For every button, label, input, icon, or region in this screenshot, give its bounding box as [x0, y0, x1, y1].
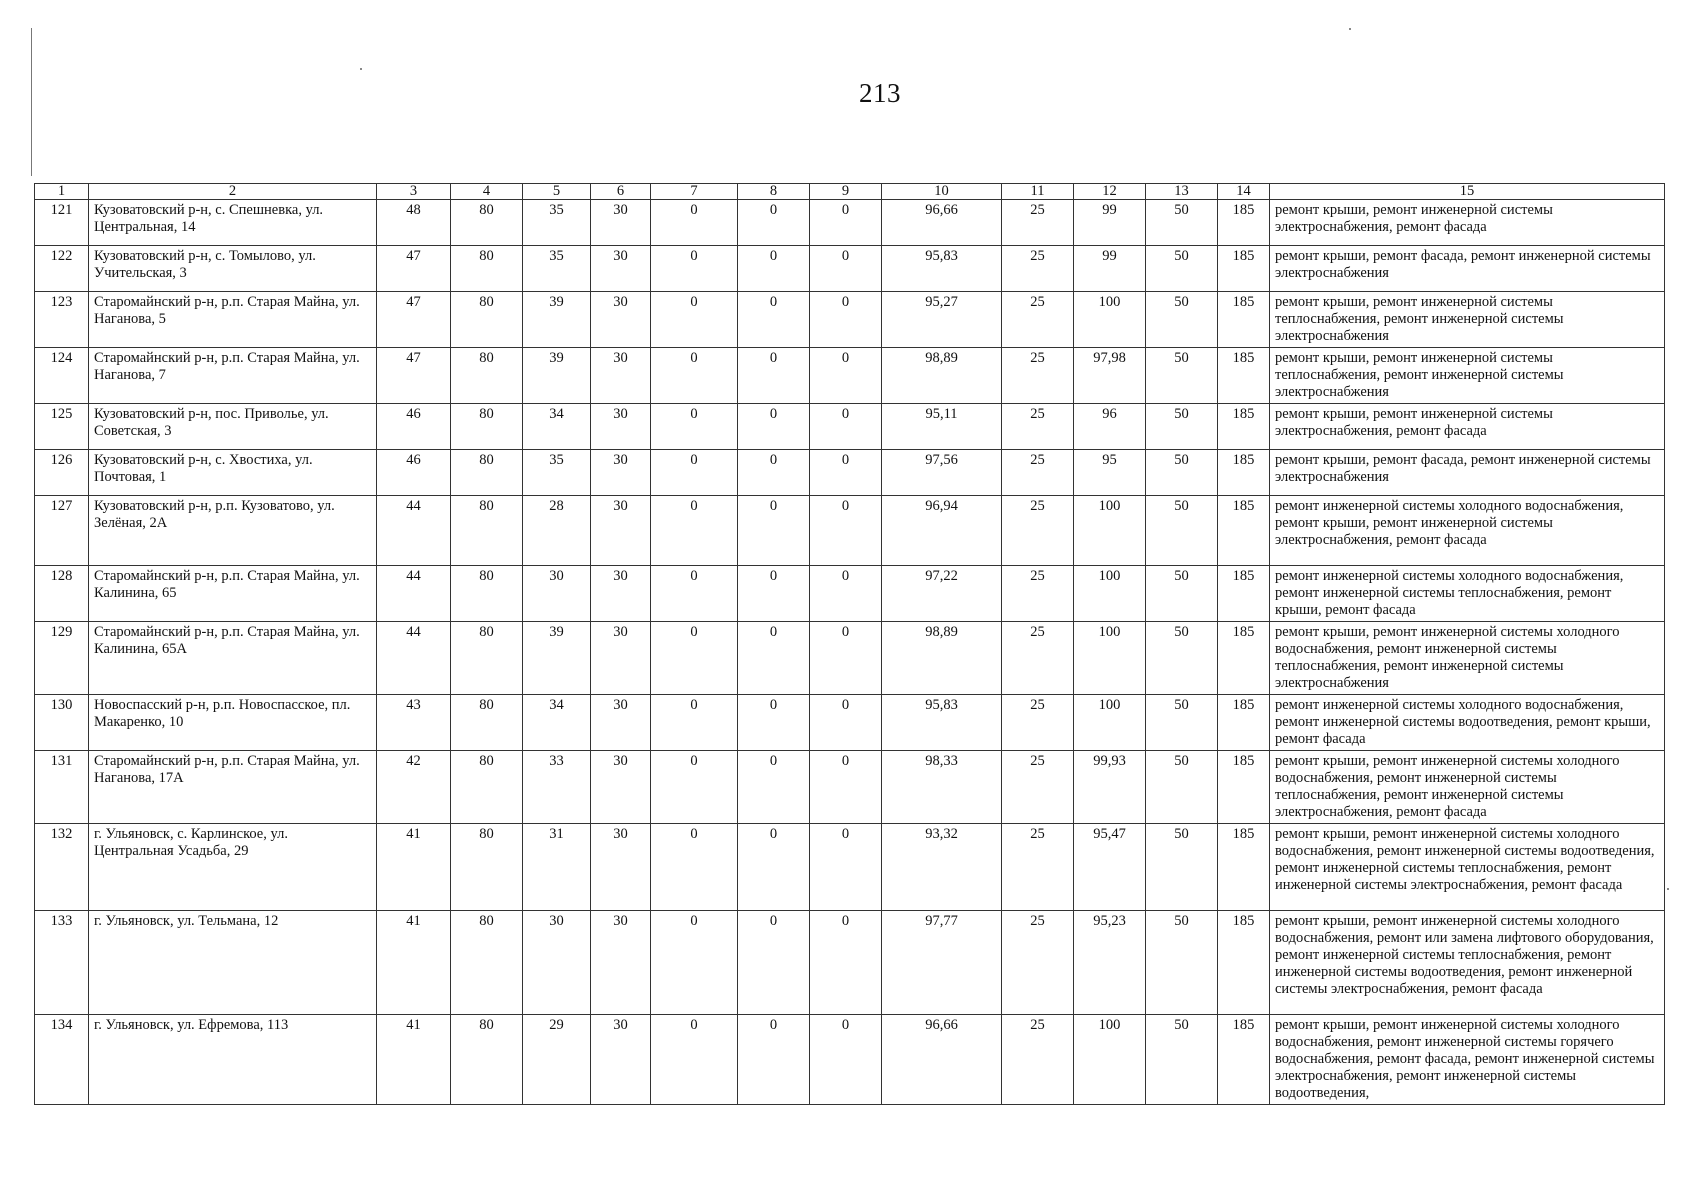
value-cell-col-6: 30	[591, 824, 651, 911]
value-cell-col-4: 80	[451, 200, 523, 246]
row-number-cell: 131	[35, 751, 89, 824]
value-cell-col-10: 97,77	[882, 911, 1002, 1015]
value-cell-col-12: 95,47	[1074, 824, 1146, 911]
row-number-cell: 132	[35, 824, 89, 911]
value-cell-col-3: 44	[377, 622, 451, 695]
value-cell-col-14: 185	[1218, 450, 1270, 496]
value-cell-col-9: 0	[810, 496, 882, 566]
repair-works-cell: ремонт инженерной системы холодного водоснабжения, ремонт инженерной системы теплоснабжения, ремонт крыши, ремонт фасада	[1270, 566, 1665, 622]
value-cell-col-14: 185	[1218, 246, 1270, 292]
value-cell-col-8: 0	[738, 622, 810, 695]
column-header-15: 15	[1270, 184, 1665, 200]
value-cell-col-12: 99,93	[1074, 751, 1146, 824]
value-cell-col-8: 0	[738, 751, 810, 824]
address-cell: Старомайнский р-н, р.п. Старая Майна, ул. Калинина, 65А	[89, 622, 377, 695]
value-cell-col-6: 30	[591, 622, 651, 695]
value-cell-col-14: 185	[1218, 622, 1270, 695]
address-cell: г. Ульяновск, с. Карлинское, ул. Центральная Усадьба, 29	[89, 824, 377, 911]
row-number-cell: 133	[35, 911, 89, 1015]
value-cell-col-14: 185	[1218, 292, 1270, 348]
address-cell: Старомайнский р-н, р.п. Старая Майна, ул. Наганова, 7	[89, 348, 377, 404]
value-cell-col-9: 0	[810, 200, 882, 246]
value-cell-col-13: 50	[1146, 751, 1218, 824]
repair-works-cell: ремонт крыши, ремонт инженерной системы холодного водоснабжения, ремонт инженерной системы горячего водоснабжения, ремонт фасада, ремонт инженерной системы электроснабжения, ремонт инженерной системы водоотведения,	[1270, 1015, 1665, 1105]
table-row	[35, 566, 1665, 622]
value-cell-col-12: 100	[1074, 292, 1146, 348]
table-row	[35, 348, 1665, 404]
value-cell-col-13: 50	[1146, 695, 1218, 751]
value-cell-col-5: 30	[523, 911, 591, 1015]
value-cell-col-3: 43	[377, 695, 451, 751]
value-cell-col-10: 97,56	[882, 450, 1002, 496]
value-cell-col-12: 100	[1074, 622, 1146, 695]
value-cell-col-14: 185	[1218, 348, 1270, 404]
value-cell-col-8: 0	[738, 246, 810, 292]
value-cell-col-14: 185	[1218, 824, 1270, 911]
value-cell-col-12: 100	[1074, 496, 1146, 566]
row-number-cell: 123	[35, 292, 89, 348]
value-cell-col-9: 0	[810, 751, 882, 824]
value-cell-col-10: 96,66	[882, 200, 1002, 246]
value-cell-col-6: 30	[591, 292, 651, 348]
value-cell-col-3: 41	[377, 824, 451, 911]
value-cell-col-11: 25	[1002, 751, 1074, 824]
value-cell-col-4: 80	[451, 695, 523, 751]
value-cell-col-7: 0	[651, 1015, 738, 1105]
row-number-cell: 124	[35, 348, 89, 404]
value-cell-col-8: 0	[738, 450, 810, 496]
value-cell-col-13: 50	[1146, 566, 1218, 622]
value-cell-col-14: 185	[1218, 911, 1270, 1015]
value-cell-col-3: 47	[377, 348, 451, 404]
value-cell-col-7: 0	[651, 751, 738, 824]
value-cell-col-9: 0	[810, 450, 882, 496]
column-header-10: 10	[882, 184, 1002, 200]
row-number-cell: 128	[35, 566, 89, 622]
row-number-cell: 125	[35, 404, 89, 450]
table-row	[35, 751, 1665, 824]
value-cell-col-9: 0	[810, 911, 882, 1015]
value-cell-col-4: 80	[451, 450, 523, 496]
value-cell-col-13: 50	[1146, 404, 1218, 450]
repair-works-cell: ремонт крыши, ремонт инженерной системы холодного водоснабжения, ремонт инженерной системы водоотведения, ремонт инженерной системы теплоснабжения, ремонт инженерной системы электроснабжения, ремонт фасада	[1270, 824, 1665, 911]
value-cell-col-5: 34	[523, 695, 591, 751]
scan-speck	[1667, 888, 1669, 890]
value-cell-col-7: 0	[651, 292, 738, 348]
value-cell-col-10: 95,83	[882, 246, 1002, 292]
value-cell-col-14: 185	[1218, 566, 1270, 622]
row-number-cell: 130	[35, 695, 89, 751]
row-number-cell: 129	[35, 622, 89, 695]
value-cell-col-11: 25	[1002, 566, 1074, 622]
repair-works-cell: ремонт крыши, ремонт инженерной системы электроснабжения, ремонт фасада	[1270, 404, 1665, 450]
value-cell-col-7: 0	[651, 566, 738, 622]
value-cell-col-3: 41	[377, 1015, 451, 1105]
value-cell-col-14: 185	[1218, 1015, 1270, 1105]
value-cell-col-6: 30	[591, 496, 651, 566]
row-number-cell: 122	[35, 246, 89, 292]
value-cell-col-3: 46	[377, 404, 451, 450]
value-cell-col-5: 35	[523, 450, 591, 496]
value-cell-col-9: 0	[810, 824, 882, 911]
value-cell-col-6: 30	[591, 695, 651, 751]
address-cell: Новоспасский р-н, р.п. Новоспасское, пл. Макаренко, 10	[89, 695, 377, 751]
value-cell-col-12: 95,23	[1074, 911, 1146, 1015]
value-cell-col-11: 25	[1002, 246, 1074, 292]
column-header-7: 7	[651, 184, 738, 200]
table-row	[35, 450, 1665, 496]
table-row	[35, 200, 1665, 246]
repair-works-cell: ремонт крыши, ремонт инженерной системы теплоснабжения, ремонт инженерной системы электроснабжения	[1270, 348, 1665, 404]
value-cell-col-13: 50	[1146, 450, 1218, 496]
table-row	[35, 404, 1665, 450]
value-cell-col-10: 98,89	[882, 348, 1002, 404]
repair-works-cell: ремонт инженерной системы холодного водоснабжения, ремонт крыши, ремонт инженерной системы электроснабжения, ремонт фасада	[1270, 496, 1665, 566]
value-cell-col-11: 25	[1002, 622, 1074, 695]
value-cell-col-12: 99	[1074, 200, 1146, 246]
value-cell-col-8: 0	[738, 566, 810, 622]
column-header-6: 6	[591, 184, 651, 200]
address-cell: Кузоватовский р-н, пос. Приволье, ул. Советская, 3	[89, 404, 377, 450]
value-cell-col-13: 50	[1146, 348, 1218, 404]
value-cell-col-12: 96	[1074, 404, 1146, 450]
value-cell-col-9: 0	[810, 566, 882, 622]
value-cell-col-5: 34	[523, 404, 591, 450]
table-row	[35, 911, 1665, 1015]
repair-works-cell: ремонт крыши, ремонт инженерной системы холодного водоснабжения, ремонт инженерной системы теплоснабжения, ремонт инженерной системы электроснабжения	[1270, 622, 1665, 695]
value-cell-col-4: 80	[451, 566, 523, 622]
scan-speck	[360, 68, 362, 70]
value-cell-col-10: 98,33	[882, 751, 1002, 824]
repair-works-cell: ремонт крыши, ремонт инженерной системы теплоснабжения, ремонт инженерной системы электроснабжения	[1270, 292, 1665, 348]
value-cell-col-13: 50	[1146, 1015, 1218, 1105]
value-cell-col-11: 25	[1002, 348, 1074, 404]
table-row	[35, 695, 1665, 751]
value-cell-col-8: 0	[738, 1015, 810, 1105]
value-cell-col-7: 0	[651, 622, 738, 695]
value-cell-col-7: 0	[651, 246, 738, 292]
column-header-13: 13	[1146, 184, 1218, 200]
repair-works-cell: ремонт крыши, ремонт инженерной системы холодного водоснабжения, ремонт или замена лифтового оборудования, ремонт инженерной системы теплоснабжения, ремонт инженерной системы водоотведения, ремонт инженерной системы электроснабжения, ремонт фасада	[1270, 911, 1665, 1015]
value-cell-col-10: 96,94	[882, 496, 1002, 566]
value-cell-col-10: 98,89	[882, 622, 1002, 695]
row-number-cell: 127	[35, 496, 89, 566]
value-cell-col-3: 44	[377, 496, 451, 566]
value-cell-col-10: 95,27	[882, 292, 1002, 348]
value-cell-col-8: 0	[738, 496, 810, 566]
column-header-8: 8	[738, 184, 810, 200]
value-cell-col-11: 25	[1002, 404, 1074, 450]
value-cell-col-14: 185	[1218, 695, 1270, 751]
table-body	[35, 200, 1665, 1105]
value-cell-col-3: 48	[377, 200, 451, 246]
address-cell: Кузоватовский р-н, с. Хвостиха, ул. Почтовая, 1	[89, 450, 377, 496]
address-cell: Кузоватовский р-н, р.п. Кузоватово, ул. Зелёная, 2А	[89, 496, 377, 566]
value-cell-col-6: 30	[591, 1015, 651, 1105]
column-header-3: 3	[377, 184, 451, 200]
address-cell: Старомайнский р-н, р.п. Старая Майна, ул. Наганова, 5	[89, 292, 377, 348]
value-cell-col-12: 100	[1074, 566, 1146, 622]
value-cell-col-5: 35	[523, 246, 591, 292]
row-number-cell: 126	[35, 450, 89, 496]
value-cell-col-13: 50	[1146, 911, 1218, 1015]
value-cell-col-7: 0	[651, 824, 738, 911]
value-cell-col-9: 0	[810, 1015, 882, 1105]
value-cell-col-9: 0	[810, 404, 882, 450]
value-cell-col-6: 30	[591, 751, 651, 824]
value-cell-col-13: 50	[1146, 824, 1218, 911]
value-cell-col-7: 0	[651, 450, 738, 496]
column-header-12: 12	[1074, 184, 1146, 200]
value-cell-col-4: 80	[451, 751, 523, 824]
value-cell-col-14: 185	[1218, 200, 1270, 246]
value-cell-col-13: 50	[1146, 496, 1218, 566]
value-cell-col-7: 0	[651, 348, 738, 404]
column-header-1: 1	[35, 184, 89, 200]
value-cell-col-12: 100	[1074, 695, 1146, 751]
value-cell-col-4: 80	[451, 496, 523, 566]
address-cell: Старомайнский р-н, р.п. Старая Майна, ул. Наганова, 17А	[89, 751, 377, 824]
value-cell-col-9: 0	[810, 348, 882, 404]
value-cell-col-8: 0	[738, 695, 810, 751]
table-row	[35, 246, 1665, 292]
value-cell-col-11: 25	[1002, 695, 1074, 751]
column-header-5: 5	[523, 184, 591, 200]
value-cell-col-4: 80	[451, 1015, 523, 1105]
value-cell-col-13: 50	[1146, 200, 1218, 246]
column-number-row	[35, 184, 1665, 200]
table-row	[35, 496, 1665, 566]
value-cell-col-6: 30	[591, 246, 651, 292]
value-cell-col-9: 0	[810, 622, 882, 695]
value-cell-col-10: 96,66	[882, 1015, 1002, 1105]
table-row	[35, 292, 1665, 348]
repair-works-cell: ремонт крыши, ремонт инженерной системы электроснабжения, ремонт фасада	[1270, 200, 1665, 246]
value-cell-col-14: 185	[1218, 751, 1270, 824]
value-cell-col-13: 50	[1146, 292, 1218, 348]
table-row	[35, 1015, 1665, 1105]
value-cell-col-9: 0	[810, 292, 882, 348]
column-header-11: 11	[1002, 184, 1074, 200]
value-cell-col-3: 47	[377, 246, 451, 292]
value-cell-col-12: 99	[1074, 246, 1146, 292]
value-cell-col-3: 46	[377, 450, 451, 496]
value-cell-col-4: 80	[451, 348, 523, 404]
value-cell-col-10: 95,83	[882, 695, 1002, 751]
table-row	[35, 622, 1665, 695]
column-header-9: 9	[810, 184, 882, 200]
value-cell-col-6: 30	[591, 566, 651, 622]
repair-works-cell: ремонт крыши, ремонт фасада, ремонт инженерной системы электроснабжения	[1270, 246, 1665, 292]
value-cell-col-6: 30	[591, 450, 651, 496]
value-cell-col-11: 25	[1002, 1015, 1074, 1105]
value-cell-col-6: 30	[591, 404, 651, 450]
repair-works-cell: ремонт крыши, ремонт инженерной системы холодного водоснабжения, ремонт инженерной системы теплоснабжения, ремонт инженерной системы электроснабжения, ремонт фасада	[1270, 751, 1665, 824]
value-cell-col-6: 30	[591, 200, 651, 246]
value-cell-col-12: 95	[1074, 450, 1146, 496]
value-cell-col-5: 28	[523, 496, 591, 566]
value-cell-col-7: 0	[651, 911, 738, 1015]
address-cell: г. Ульяновск, ул. Ефремова, 113	[89, 1015, 377, 1105]
column-header-2: 2	[89, 184, 377, 200]
value-cell-col-10: 93,32	[882, 824, 1002, 911]
address-cell: Старомайнский р-н, р.п. Старая Майна, ул. Калинина, 65	[89, 566, 377, 622]
value-cell-col-10: 95,11	[882, 404, 1002, 450]
value-cell-col-11: 25	[1002, 496, 1074, 566]
value-cell-col-7: 0	[651, 496, 738, 566]
column-header-14: 14	[1218, 184, 1270, 200]
value-cell-col-11: 25	[1002, 292, 1074, 348]
value-cell-col-5: 31	[523, 824, 591, 911]
value-cell-col-4: 80	[451, 246, 523, 292]
table-row	[35, 824, 1665, 911]
value-cell-col-3: 41	[377, 911, 451, 1015]
repair-works-cell: ремонт крыши, ремонт фасада, ремонт инженерной системы электроснабжения	[1270, 450, 1665, 496]
address-cell: г. Ульяновск, ул. Тельмана, 12	[89, 911, 377, 1015]
value-cell-col-7: 0	[651, 200, 738, 246]
value-cell-col-11: 25	[1002, 824, 1074, 911]
value-cell-col-9: 0	[810, 695, 882, 751]
value-cell-col-8: 0	[738, 911, 810, 1015]
value-cell-col-13: 50	[1146, 246, 1218, 292]
value-cell-col-4: 80	[451, 911, 523, 1015]
page-number: 213	[859, 78, 901, 108]
value-cell-col-5: 39	[523, 348, 591, 404]
address-cell: Кузоватовский р-н, с. Спешневка, ул. Центральная, 14	[89, 200, 377, 246]
value-cell-col-6: 30	[591, 348, 651, 404]
value-cell-col-14: 185	[1218, 404, 1270, 450]
value-cell-col-11: 25	[1002, 450, 1074, 496]
value-cell-col-11: 25	[1002, 200, 1074, 246]
value-cell-col-3: 47	[377, 292, 451, 348]
value-cell-col-7: 0	[651, 695, 738, 751]
value-cell-col-12: 100	[1074, 1015, 1146, 1105]
scan-speck	[1349, 28, 1351, 30]
value-cell-col-13: 50	[1146, 622, 1218, 695]
value-cell-col-8: 0	[738, 292, 810, 348]
value-cell-col-7: 0	[651, 404, 738, 450]
row-number-cell: 134	[35, 1015, 89, 1105]
value-cell-col-14: 185	[1218, 496, 1270, 566]
value-cell-col-8: 0	[738, 200, 810, 246]
column-header-4: 4	[451, 184, 523, 200]
row-number-cell: 121	[35, 200, 89, 246]
value-cell-col-4: 80	[451, 824, 523, 911]
value-cell-col-11: 25	[1002, 911, 1074, 1015]
repair-registry-table	[34, 183, 1665, 1105]
value-cell-col-12: 97,98	[1074, 348, 1146, 404]
value-cell-col-5: 39	[523, 292, 591, 348]
value-cell-col-3: 44	[377, 566, 451, 622]
value-cell-col-8: 0	[738, 824, 810, 911]
value-cell-col-5: 30	[523, 566, 591, 622]
value-cell-col-9: 0	[810, 246, 882, 292]
value-cell-col-5: 35	[523, 200, 591, 246]
value-cell-col-4: 80	[451, 622, 523, 695]
value-cell-col-5: 33	[523, 751, 591, 824]
repair-works-cell: ремонт инженерной системы холодного водоснабжения, ремонт инженерной системы водоотведения, ремонт крыши, ремонт фасада	[1270, 695, 1665, 751]
value-cell-col-5: 39	[523, 622, 591, 695]
value-cell-col-3: 42	[377, 751, 451, 824]
value-cell-col-10: 97,22	[882, 566, 1002, 622]
value-cell-col-8: 0	[738, 404, 810, 450]
value-cell-col-4: 80	[451, 404, 523, 450]
value-cell-col-5: 29	[523, 1015, 591, 1105]
address-cell: Кузоватовский р-н, с. Томылово, ул. Учительская, 3	[89, 246, 377, 292]
value-cell-col-8: 0	[738, 348, 810, 404]
value-cell-col-6: 30	[591, 911, 651, 1015]
value-cell-col-4: 80	[451, 292, 523, 348]
